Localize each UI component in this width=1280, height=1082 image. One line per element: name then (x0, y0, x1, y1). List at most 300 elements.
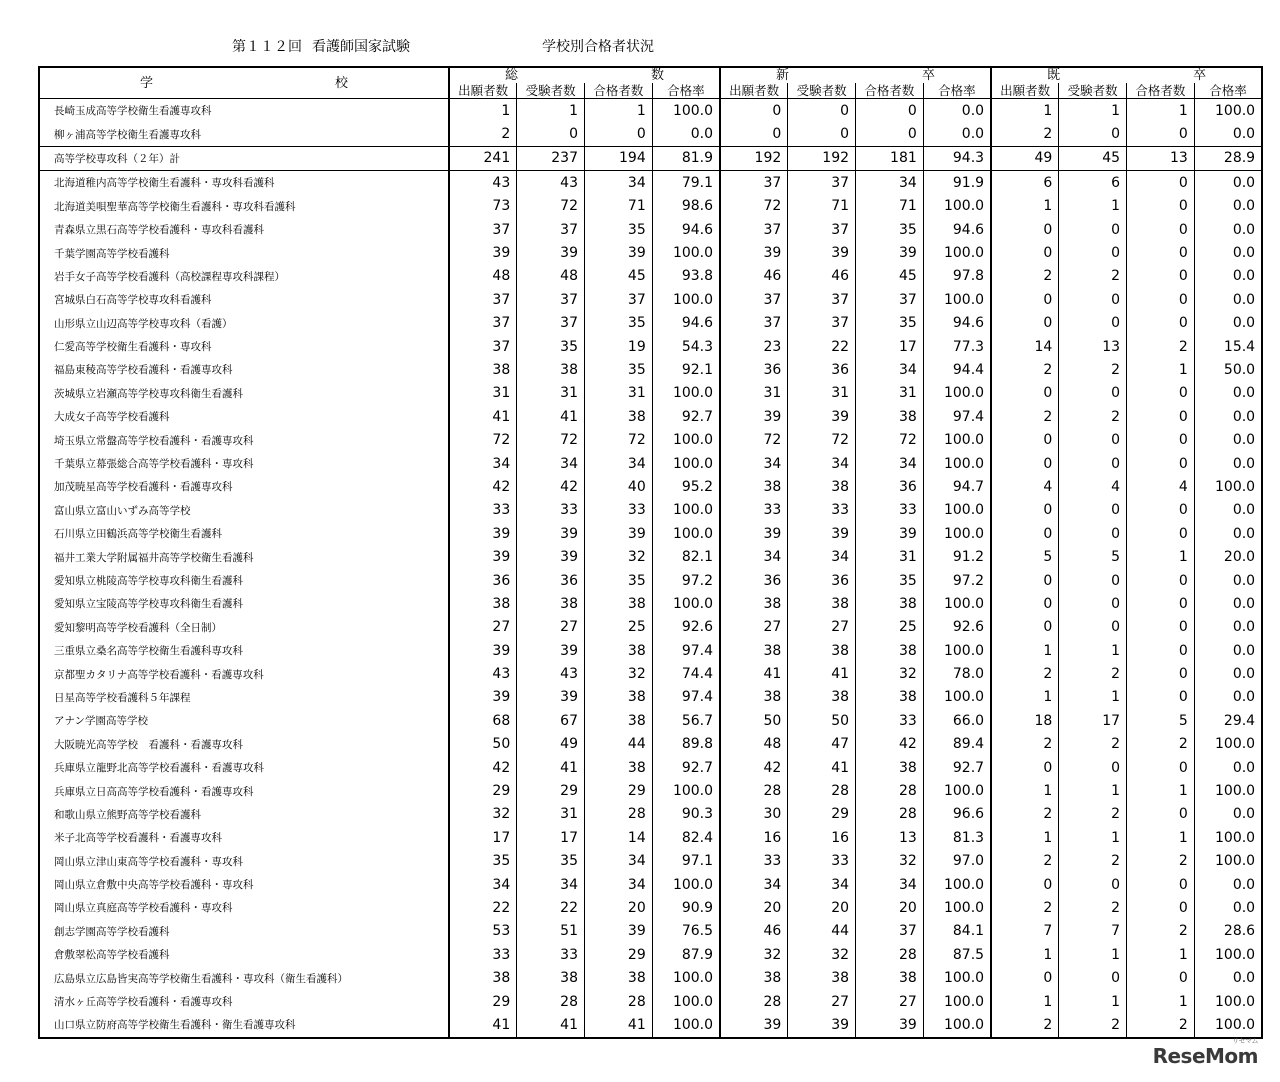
value-cell: 19 (585, 335, 653, 358)
value-cell: 29 (585, 779, 653, 802)
value-cell: 28 (856, 803, 924, 826)
subheader-cell: 合格者数 (585, 83, 653, 99)
value-cell: 33 (720, 850, 788, 873)
value-cell: 94.4 (923, 358, 991, 381)
value-cell: 38 (449, 358, 517, 381)
value-cell: 37 (788, 288, 856, 311)
value-cell: 38 (517, 358, 585, 381)
school-name-cell: 茨城県立岩瀬高等学校専攻科衛生看護科 (54, 387, 243, 400)
value-cell: 56.7 (652, 709, 720, 732)
table-row (39, 616, 1262, 639)
value-cell: 31 (517, 382, 585, 405)
value-cell: 1 (1059, 195, 1127, 218)
value-cell: 34 (720, 452, 788, 475)
value-cell: 2 (1059, 265, 1127, 288)
value-cell: 53 (449, 920, 517, 943)
value-cell: 1 (1127, 943, 1195, 966)
value-cell: 90.3 (652, 803, 720, 826)
value-cell: 27 (788, 616, 856, 639)
value-cell: 0.0 (1194, 122, 1262, 146)
value-cell: 0 (1127, 756, 1195, 779)
school-name-cell: 岩手女子高等学校看護科（高校課程専攻科課程） (54, 270, 285, 283)
value-cell: 93.8 (652, 265, 720, 288)
value-cell: 35 (585, 358, 653, 381)
value-cell: 37 (856, 920, 924, 943)
value-cell: 32 (720, 943, 788, 966)
value-cell: 38 (585, 592, 653, 615)
value-cell: 0 (1059, 569, 1127, 592)
value-cell: 72 (788, 428, 856, 451)
subheader-cell: 合格者数 (856, 83, 924, 99)
subtotal-row (39, 146, 1262, 170)
value-cell: 41 (449, 1013, 517, 1037)
value-cell: 0.0 (1194, 171, 1262, 195)
value-cell: 35 (856, 312, 924, 335)
value-cell: 2 (991, 122, 1059, 146)
value-cell: 97.8 (923, 265, 991, 288)
value-cell: 0 (991, 522, 1059, 545)
value-cell: 0 (1127, 966, 1195, 989)
value-cell: 37 (720, 171, 788, 195)
table-row (39, 850, 1262, 873)
value-cell: 0 (1127, 428, 1195, 451)
table-row (39, 873, 1262, 896)
value-cell: 0 (991, 428, 1059, 451)
value-cell: 89.4 (923, 733, 991, 756)
value-cell: 0.0 (1194, 616, 1262, 639)
value-cell: 34 (449, 873, 517, 896)
value-cell: 39 (517, 545, 585, 568)
value-cell: 0 (1059, 966, 1127, 989)
value-cell: 97.4 (652, 686, 720, 709)
table-row (39, 358, 1262, 381)
value-cell: 38 (856, 966, 924, 989)
school-name-cell: 富山県立富山いずみ高等学校 (54, 504, 191, 517)
value-cell: 100.0 (1194, 990, 1262, 1013)
value-cell: 38 (720, 686, 788, 709)
value-cell: 92.6 (652, 616, 720, 639)
value-cell: 45 (1059, 146, 1127, 170)
value-cell: 4 (991, 475, 1059, 498)
value-cell: 100.0 (1194, 850, 1262, 873)
subheader-cell: 出願者数 (720, 83, 788, 99)
table-row (39, 826, 1262, 849)
value-cell: 39 (517, 241, 585, 264)
value-cell: 2 (1059, 405, 1127, 428)
value-cell: 92.7 (923, 756, 991, 779)
value-cell: 4 (1059, 475, 1127, 498)
value-cell: 0 (1127, 218, 1195, 241)
value-cell: 2 (1127, 920, 1195, 943)
school-name-cell: 三重県立桑名高等学校衛生看護科専攻科 (54, 645, 243, 658)
value-cell: 34 (788, 545, 856, 568)
value-cell: 16 (720, 826, 788, 849)
value-cell: 38 (449, 966, 517, 989)
value-cell: 33 (517, 499, 585, 522)
value-cell: 1 (1127, 779, 1195, 802)
value-cell: 39 (720, 1013, 788, 1037)
school-name-cell: 兵庫県立日高高等学校看護科・看護専攻科 (54, 785, 254, 798)
value-cell: 1 (1059, 686, 1127, 709)
value-cell: 0 (1059, 522, 1127, 545)
value-cell: 77.3 (923, 335, 991, 358)
value-cell: 38 (788, 475, 856, 498)
value-cell: 0.0 (1194, 966, 1262, 989)
value-cell: 0.0 (1194, 382, 1262, 405)
value-cell: 39 (856, 522, 924, 545)
table-row (39, 639, 1262, 662)
value-cell: 28 (585, 990, 653, 1013)
value-cell: 94.6 (652, 218, 720, 241)
value-cell: 0 (1059, 241, 1127, 264)
value-cell: 17 (1059, 709, 1127, 732)
value-cell: 14 (991, 335, 1059, 358)
value-cell: 0.0 (1194, 686, 1262, 709)
value-cell: 5 (991, 545, 1059, 568)
value-cell: 35 (585, 569, 653, 592)
value-cell: 2 (991, 265, 1059, 288)
value-cell: 41 (788, 662, 856, 685)
value-cell: 39 (449, 686, 517, 709)
school-name-cell: 創志学園高等学校看護科 (54, 925, 170, 938)
value-cell: 94.6 (652, 312, 720, 335)
value-cell: 50 (788, 709, 856, 732)
value-cell: 17 (856, 335, 924, 358)
value-cell: 38 (720, 592, 788, 615)
value-cell: 34 (585, 873, 653, 896)
table-row (39, 709, 1262, 732)
value-cell: 5 (1127, 709, 1195, 732)
value-cell: 50 (449, 733, 517, 756)
value-cell: 40 (585, 475, 653, 498)
value-cell: 38 (585, 639, 653, 662)
value-cell: 37 (517, 218, 585, 241)
value-cell: 1 (991, 195, 1059, 218)
table-row (39, 522, 1262, 545)
value-cell: 35 (449, 850, 517, 873)
value-cell: 0.0 (1194, 288, 1262, 311)
value-cell: 54.3 (652, 335, 720, 358)
value-cell: 25 (585, 616, 653, 639)
value-cell: 97.2 (923, 569, 991, 592)
value-cell: 41 (517, 756, 585, 779)
table-body (39, 99, 1262, 1038)
value-cell: 1 (991, 639, 1059, 662)
value-cell: 14 (585, 826, 653, 849)
value-cell: 100.0 (923, 522, 991, 545)
value-cell: 17 (449, 826, 517, 849)
value-cell: 17 (517, 826, 585, 849)
value-cell: 33 (856, 499, 924, 522)
value-cell: 39 (720, 405, 788, 428)
value-cell: 237 (517, 146, 585, 170)
table-row (39, 756, 1262, 779)
value-cell: 100.0 (923, 966, 991, 989)
value-cell: 100.0 (652, 990, 720, 1013)
table-row (39, 499, 1262, 522)
value-cell: 1 (991, 779, 1059, 802)
value-cell: 20 (585, 896, 653, 919)
school-name-cell: 兵庫県立龍野北高等学校看護科・看護専攻科 (54, 762, 264, 775)
value-cell: 0 (991, 218, 1059, 241)
value-cell: 79.1 (652, 171, 720, 195)
value-cell: 100.0 (652, 452, 720, 475)
value-cell: 0 (1127, 662, 1195, 685)
value-cell: 34 (856, 452, 924, 475)
value-cell: 100.0 (923, 241, 991, 264)
value-cell: 100.0 (652, 499, 720, 522)
value-cell: 192 (720, 146, 788, 170)
value-cell: 41 (788, 756, 856, 779)
table-row (39, 312, 1262, 335)
value-cell: 100.0 (923, 990, 991, 1013)
value-cell: 0 (1127, 171, 1195, 195)
value-cell: 35 (856, 569, 924, 592)
value-cell: 1 (991, 826, 1059, 849)
value-cell: 51 (517, 920, 585, 943)
value-cell: 97.0 (923, 850, 991, 873)
value-cell: 13 (1059, 335, 1127, 358)
value-cell: 100.0 (923, 686, 991, 709)
value-cell: 50.0 (1194, 358, 1262, 381)
value-cell: 100.0 (923, 639, 991, 662)
school-name-cell: 広島県立広島皆実高等学校衛生看護科・専攻科（衛生看護科） (54, 972, 348, 985)
value-cell: 39 (585, 920, 653, 943)
value-cell: 0 (720, 99, 788, 123)
value-cell: 0 (991, 966, 1059, 989)
value-cell: 100.0 (923, 499, 991, 522)
value-cell: 36 (517, 569, 585, 592)
value-cell: 25 (856, 616, 924, 639)
value-cell: 1 (1127, 358, 1195, 381)
value-cell: 42 (449, 756, 517, 779)
value-cell: 4 (1127, 475, 1195, 498)
value-cell: 20 (720, 896, 788, 919)
school-name-cell: 山口県立防府高等学校衛生看護科・衛生看護専攻科 (54, 1019, 296, 1032)
value-cell: 91.9 (923, 171, 991, 195)
value-cell: 27 (449, 616, 517, 639)
value-cell: 0.0 (1194, 592, 1262, 615)
value-cell: 97.2 (652, 569, 720, 592)
value-cell: 0 (720, 122, 788, 146)
value-cell: 72 (585, 428, 653, 451)
value-cell: 1 (1059, 779, 1127, 802)
value-cell: 39 (517, 686, 585, 709)
value-cell: 28 (788, 779, 856, 802)
value-cell: 34 (585, 171, 653, 195)
value-cell: 100.0 (923, 779, 991, 802)
value-cell: 0 (1059, 288, 1127, 311)
value-cell: 32 (856, 850, 924, 873)
value-cell: 39 (585, 522, 653, 545)
value-cell: 39 (788, 405, 856, 428)
value-cell: 47 (788, 733, 856, 756)
value-cell: 100.0 (652, 428, 720, 451)
value-cell: 32 (585, 545, 653, 568)
school-name-cell: 岡山県立倉敷中央高等学校看護科・専攻科 (54, 879, 254, 892)
value-cell: 44 (585, 733, 653, 756)
value-cell: 72 (449, 428, 517, 451)
value-cell: 0 (991, 452, 1059, 475)
value-cell: 72 (856, 428, 924, 451)
value-cell: 0 (1059, 382, 1127, 405)
value-cell: 0 (1059, 452, 1127, 475)
value-cell: 2 (1059, 733, 1127, 756)
value-cell: 38 (449, 592, 517, 615)
value-cell: 94.6 (923, 312, 991, 335)
value-cell: 41 (517, 1013, 585, 1037)
value-cell: 37 (585, 288, 653, 311)
group-prev-char-2: 卒 (1193, 68, 1207, 83)
value-cell: 38 (585, 709, 653, 732)
value-cell: 0 (517, 122, 585, 146)
table-row (39, 452, 1262, 475)
subheader-cell: 受験者数 (517, 83, 585, 99)
value-cell: 27 (517, 616, 585, 639)
value-cell: 29 (517, 779, 585, 802)
value-cell: 36 (720, 358, 788, 381)
value-cell: 46 (720, 265, 788, 288)
value-cell: 38 (585, 686, 653, 709)
subheader-cell: 合格率 (652, 83, 720, 99)
value-cell: 0.0 (1194, 639, 1262, 662)
value-cell: 6 (991, 171, 1059, 195)
value-cell: 0 (788, 99, 856, 123)
value-cell: 34 (449, 452, 517, 475)
value-cell: 100.0 (923, 1013, 991, 1037)
table-row (39, 779, 1262, 802)
value-cell: 43 (449, 171, 517, 195)
value-cell: 28.9 (1194, 146, 1262, 170)
table-row (39, 545, 1262, 568)
value-cell: 28.6 (1194, 920, 1262, 943)
value-cell: 97.1 (652, 850, 720, 873)
value-cell: 44 (788, 920, 856, 943)
value-cell: 0 (1059, 873, 1127, 896)
value-cell: 29 (585, 943, 653, 966)
value-cell: 72 (517, 195, 585, 218)
value-cell: 100.0 (1194, 1013, 1262, 1037)
table-row (39, 662, 1262, 685)
table-row (39, 288, 1262, 311)
value-cell: 71 (585, 195, 653, 218)
value-cell: 100.0 (652, 779, 720, 802)
value-cell: 0 (1127, 873, 1195, 896)
value-cell: 34 (517, 873, 585, 896)
value-cell: 73 (449, 195, 517, 218)
value-cell: 34 (720, 545, 788, 568)
table-row (39, 265, 1262, 288)
value-cell: 34 (856, 873, 924, 896)
group-new-char-2: 卒 (922, 68, 936, 83)
value-cell: 90.9 (652, 896, 720, 919)
value-cell: 0 (1059, 218, 1127, 241)
value-cell: 0 (1127, 896, 1195, 919)
value-cell: 39 (449, 545, 517, 568)
value-cell: 7 (991, 920, 1059, 943)
table-row (39, 405, 1262, 428)
value-cell: 0 (1059, 756, 1127, 779)
value-cell: 37 (449, 312, 517, 335)
value-cell: 0.0 (1194, 896, 1262, 919)
value-cell: 92.6 (923, 616, 991, 639)
value-cell: 34 (788, 452, 856, 475)
value-cell: 100.0 (923, 592, 991, 615)
value-cell: 0.0 (652, 122, 720, 146)
value-cell: 37 (449, 288, 517, 311)
value-cell: 0 (1059, 428, 1127, 451)
value-cell: 32 (585, 662, 653, 685)
value-cell: 92.7 (652, 405, 720, 428)
value-cell: 38 (585, 966, 653, 989)
value-cell: 1 (585, 99, 653, 123)
school-name-cell: 岡山県立津山東高等学校看護科・専攻科 (54, 855, 243, 868)
value-cell: 39 (856, 241, 924, 264)
value-cell: 33 (449, 499, 517, 522)
value-cell: 31 (856, 545, 924, 568)
value-cell: 36 (788, 569, 856, 592)
value-cell: 38 (856, 639, 924, 662)
value-cell: 22 (449, 896, 517, 919)
school-name-cell: アナン学園高等学校 (54, 715, 148, 728)
value-cell: 2 (991, 733, 1059, 756)
value-cell: 2 (1059, 358, 1127, 381)
value-cell: 0.0 (923, 122, 991, 146)
value-cell: 1 (991, 943, 1059, 966)
value-cell: 0 (1127, 639, 1195, 662)
school-name-cell: 清水ヶ丘高等学校看護科・看護専攻科 (54, 996, 233, 1009)
value-cell: 23 (720, 335, 788, 358)
value-cell: 39 (720, 241, 788, 264)
school-name-cell: 米子北高等学校看護科・看護専攻科 (54, 832, 222, 845)
value-cell: 37 (788, 218, 856, 241)
value-cell: 28 (856, 779, 924, 802)
table-row (39, 241, 1262, 264)
value-cell: 28 (585, 803, 653, 826)
value-cell: 95.2 (652, 475, 720, 498)
value-cell: 39 (788, 1013, 856, 1037)
value-cell: 0 (1127, 616, 1195, 639)
value-cell: 1 (1127, 826, 1195, 849)
table-row (39, 990, 1262, 1013)
value-cell: 34 (517, 452, 585, 475)
value-cell: 100.0 (652, 592, 720, 615)
school-name-cell: 千葉県立幕張総合高等学校看護科・専攻科 (54, 458, 254, 471)
table-row (39, 122, 1262, 146)
table-row (39, 99, 1262, 123)
value-cell: 37 (788, 171, 856, 195)
value-cell: 0 (991, 756, 1059, 779)
value-cell: 37 (856, 288, 924, 311)
value-cell: 38 (788, 639, 856, 662)
school-name-cell: 埼玉県立常盤高等学校看護科・看護専攻科 (54, 434, 254, 447)
value-cell: 2 (1059, 1013, 1127, 1037)
subheader-cell: 受験者数 (788, 83, 856, 99)
school-name-cell: 青森県立黒石高等学校看護科・専攻科看護科 (54, 224, 264, 237)
value-cell: 97.4 (652, 639, 720, 662)
value-cell: 1 (1059, 990, 1127, 1013)
value-cell: 0 (788, 122, 856, 146)
school-name-cell: 大阪暁光高等学校 看護科・看護専攻科 (54, 738, 243, 751)
value-cell: 0 (1059, 616, 1127, 639)
value-cell: 100.0 (1194, 99, 1262, 123)
value-cell: 1 (1127, 99, 1195, 123)
value-cell: 30 (720, 803, 788, 826)
value-cell: 100.0 (652, 1013, 720, 1037)
school-name-cell: 仁愛高等学校衛生看護科・専攻科 (54, 341, 212, 354)
value-cell: 1 (1127, 990, 1195, 1013)
value-cell: 0.0 (1194, 312, 1262, 335)
